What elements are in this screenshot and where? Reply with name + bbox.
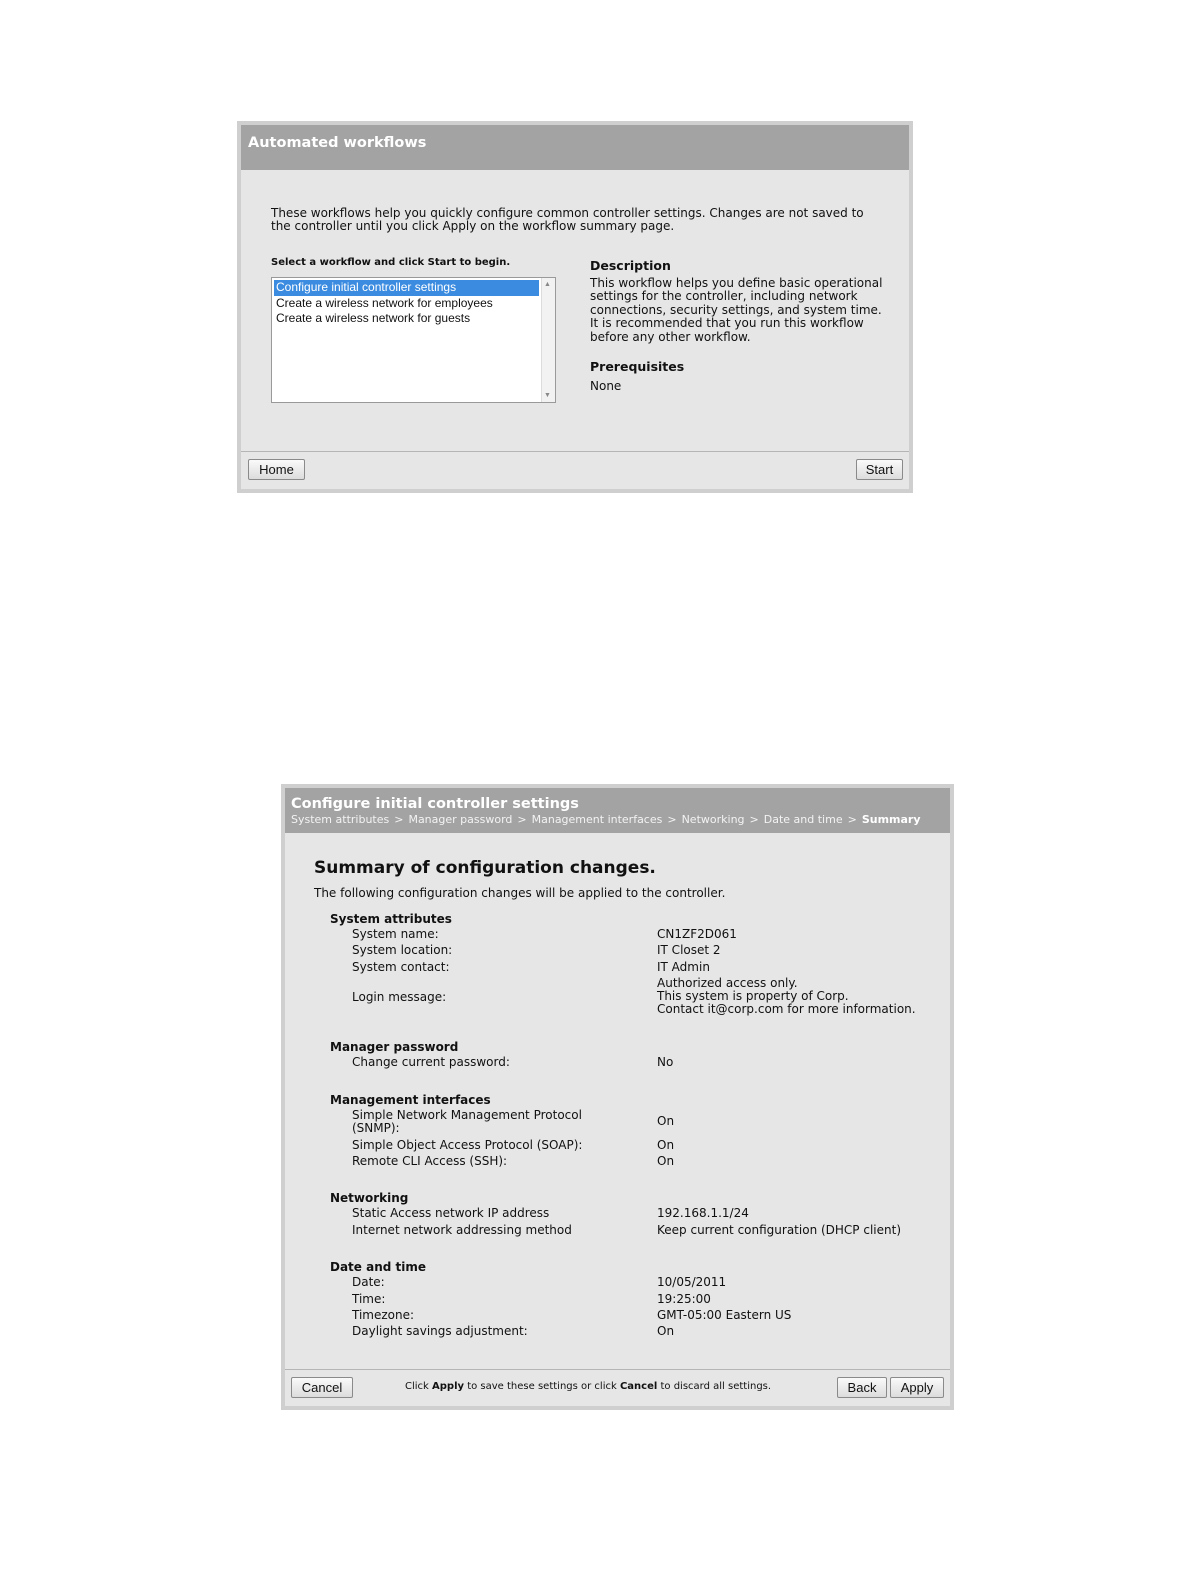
summary-row [330, 1276, 940, 1289]
workflow-list-item[interactable]: Configure initial controller settings [274, 280, 539, 296]
summary-row [330, 1109, 940, 1136]
summary-row-value: CN1ZF2D061 [657, 927, 737, 941]
description-heading: Description [590, 258, 671, 273]
summary-header [285, 788, 950, 833]
summary-section [330, 912, 940, 1020]
summary-row-label: Change current password: [352, 1055, 510, 1070]
summary-row [330, 977, 940, 1017]
summary-row-value: On [657, 1324, 675, 1339]
scroll-up-arrow-icon[interactable]: ▲ [544, 281, 551, 288]
summary-row-value: 10/05/2011 [657, 1275, 727, 1290]
select-workflow-label: Select a workflow and click Start to begin. [271, 257, 511, 268]
back-button[interactable]: Back [837, 1377, 887, 1398]
summary-row-label: Daylight savings adjustment: [352, 1324, 528, 1339]
workflow-description [590, 258, 890, 393]
breadcrumb-item: Management interfaces [531, 813, 663, 826]
section-title: Date and time [330, 1260, 427, 1275]
workflows-intro: These workflows help you quickly configure common controller settings. Changes are not saved to the controller until you click Apply on the workflow summary page. [271, 206, 864, 233]
workflow-listbox[interactable] [271, 277, 556, 403]
summary-row-value: On [657, 1153, 675, 1168]
footer-message [405, 1381, 771, 1392]
apply-button[interactable]: Apply [890, 1377, 944, 1398]
breadcrumb-item: Networking [681, 813, 745, 826]
section-title: Management interfaces [330, 1092, 491, 1107]
breadcrumb [291, 813, 944, 826]
summary-row-label: Static Access network IP address [352, 1206, 550, 1221]
summary-heading: Summary of configuration changes. [314, 858, 656, 878]
summary-row-label: Date: [352, 1275, 385, 1290]
footer-msg-part1: Click [405, 1381, 433, 1392]
summary-row [330, 1293, 940, 1306]
summary-row [330, 1309, 940, 1322]
summary-row-label: Simple Network Management Protocol (SNMP): [352, 1107, 582, 1135]
summary-row [330, 1325, 940, 1338]
section-title: Networking [330, 1191, 409, 1206]
cancel-button[interactable]: Cancel [291, 1377, 353, 1398]
breadcrumb-item: System attributes [291, 813, 390, 826]
summary-row-value: No [657, 1055, 674, 1070]
breadcrumb-item: Summary [861, 813, 921, 826]
breadcrumb-separator: > [517, 813, 527, 826]
home-button[interactable]: Home [248, 459, 305, 480]
summary-row-label: Simple Object Access Protocol (SOAP): [352, 1137, 583, 1152]
summary-row-value: IT Admin [657, 959, 710, 974]
footer-msg-part2: to save these settings or click [464, 1381, 620, 1392]
summary-row-label: Timezone: [352, 1307, 415, 1322]
summary-row-value: On [657, 1137, 675, 1152]
summary-row-value: Keep current configuration (DHCP client) [657, 1222, 902, 1237]
summary-row [330, 944, 940, 957]
prerequisites-heading: Prerequisites [590, 359, 685, 375]
listbox-scrollbar[interactable] [541, 278, 555, 402]
summary-row-label: System contact: [352, 959, 450, 974]
summary-subheading: The following configuration changes will be applied to the controller. [314, 886, 726, 900]
summary-row [330, 928, 940, 941]
section-title: System attributes [330, 912, 452, 926]
footer-msg-part3: to discard all settings. [657, 1381, 772, 1392]
summary-section [330, 1040, 940, 1072]
summary-row-value: On [657, 1114, 675, 1129]
summary-row-label: Internet network addressing method [352, 1222, 572, 1237]
summary-row-label: Remote CLI Access (SSH): [352, 1153, 508, 1168]
summary-row [330, 1155, 940, 1168]
scroll-down-arrow-icon[interactable]: ▼ [544, 392, 551, 399]
summary-row [330, 1056, 940, 1069]
summary-section [330, 1260, 940, 1342]
summary-row-value: GMT-05:00 Eastern US [657, 1307, 792, 1322]
breadcrumb-item: Manager password [408, 813, 513, 826]
summary-row-value: Authorized access only. This system is property of Corp. Contact it@corp.com for more information. [657, 976, 916, 1017]
summary-panel-title: Configure initial controller settings [291, 796, 579, 812]
breadcrumb-separator: > [749, 813, 759, 826]
summary-row-label: System name: [352, 927, 439, 941]
breadcrumb-separator: > [847, 813, 857, 826]
summary-section [330, 1093, 940, 1172]
automated-workflows-panel [237, 121, 913, 493]
summary-row-label: Time: [352, 1291, 386, 1306]
description-text: This workflow helps you define basic operational settings for the controller, including network connections, security settings, and system time. It is recommended that you run this workflow before any other workflow. [590, 276, 883, 344]
prerequisites-value: None [590, 379, 622, 394]
start-button[interactable]: Start [856, 459, 903, 480]
summary-row [330, 961, 940, 974]
summary-row-value: 19:25:00 [657, 1291, 711, 1306]
breadcrumb-item: Date and time [763, 813, 843, 826]
summary-section [330, 1191, 940, 1240]
summary-row [330, 1224, 940, 1237]
workflow-list-item[interactable]: Create a wireless network for employees [276, 295, 493, 310]
footer-msg-cancel: Cancel [619, 1381, 658, 1392]
breadcrumb-separator: > [394, 813, 404, 826]
section-title: Manager password [330, 1040, 459, 1055]
summary-row-value: 192.168.1.1/24 [657, 1206, 749, 1221]
workflow-list [274, 280, 539, 327]
summary-row-label: Login message: [352, 989, 447, 1004]
workflows-title: Automated workflows [248, 135, 427, 151]
workflow-list-item[interactable]: Create a wireless network for guests [276, 311, 471, 325]
summary-row [330, 1139, 940, 1152]
footer-msg-apply: Apply [432, 1381, 465, 1392]
summary-panel [281, 784, 954, 1410]
summary-row-label: System location: [352, 943, 453, 958]
summary-row-value: IT Closet 2 [657, 943, 721, 958]
workflows-footer [241, 451, 909, 489]
workflows-header [241, 125, 909, 170]
summary-footer [285, 1369, 950, 1406]
summary-row [330, 1207, 940, 1220]
breadcrumb-separator: > [667, 813, 677, 826]
